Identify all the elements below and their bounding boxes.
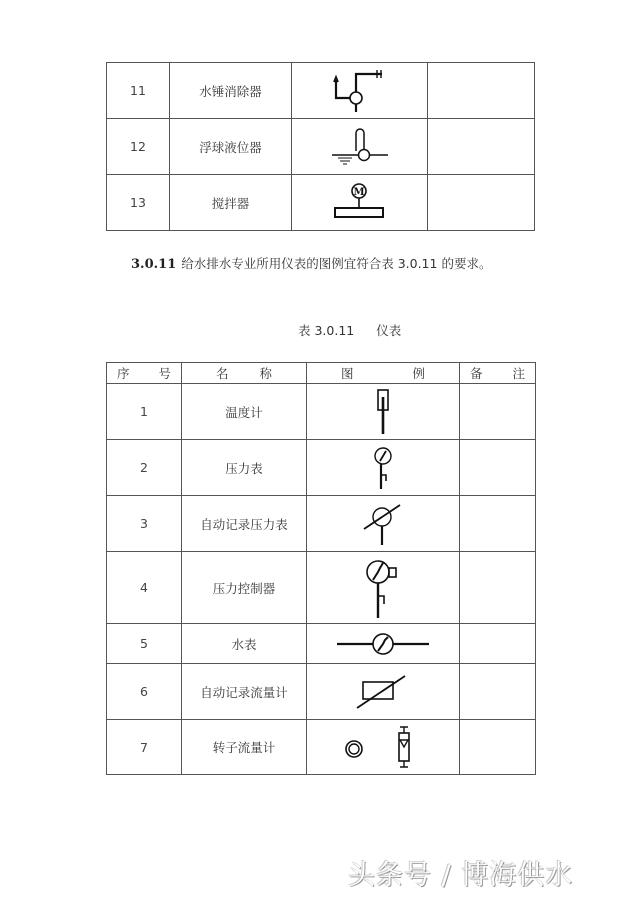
symbol-cell bbox=[292, 119, 428, 175]
row-number: 11 bbox=[107, 63, 170, 119]
item-name: 自动记录流量计 bbox=[182, 664, 307, 720]
note-cell bbox=[460, 440, 536, 496]
note-cell bbox=[460, 496, 536, 552]
float-level-device-icon bbox=[330, 125, 390, 169]
item-name: 压力表 bbox=[182, 440, 307, 496]
row-number: 7 bbox=[107, 720, 182, 775]
header-name: 名 称 bbox=[182, 363, 307, 384]
table-row bbox=[107, 552, 536, 624]
table-title: 仪表 bbox=[376, 323, 402, 338]
row-number: 13 bbox=[107, 175, 170, 231]
table-header-row bbox=[107, 363, 536, 384]
note-cell bbox=[460, 664, 536, 720]
recording-flowmeter-icon bbox=[353, 672, 413, 712]
item-name: 水锤消除器 bbox=[170, 63, 292, 119]
item-name: 温度计 bbox=[182, 384, 307, 440]
table-row bbox=[107, 63, 535, 119]
note-cell bbox=[460, 720, 536, 775]
row-number: 12 bbox=[107, 119, 170, 175]
symbol-cell bbox=[307, 496, 460, 552]
table-label: 表 3.0.11 bbox=[298, 323, 355, 338]
table-row bbox=[107, 175, 535, 231]
header-note: 备 注 bbox=[460, 363, 536, 384]
note-cell bbox=[428, 175, 535, 231]
item-name: 转子流量计 bbox=[182, 720, 307, 775]
recording-pressure-gauge-icon bbox=[358, 501, 408, 547]
table-row bbox=[107, 664, 536, 720]
item-name: 搅拌器 bbox=[170, 175, 292, 231]
item-name: 浮球液位器 bbox=[170, 119, 292, 175]
row-number: 3 bbox=[107, 496, 182, 552]
note-cell bbox=[460, 552, 536, 624]
header-no: 序 号 bbox=[107, 363, 182, 384]
instruments-legend-table bbox=[106, 362, 536, 775]
pressure-controller-icon bbox=[358, 556, 408, 620]
note-cell bbox=[428, 63, 535, 119]
clause-number: 3.0.11 bbox=[131, 257, 177, 272]
note-cell bbox=[428, 119, 535, 175]
table-caption bbox=[298, 321, 401, 339]
pressure-gauge-icon bbox=[368, 445, 398, 491]
item-name: 水表 bbox=[182, 624, 307, 664]
watermark: 头条号 / 博海供水 bbox=[348, 860, 574, 891]
row-number: 1 bbox=[107, 384, 182, 440]
note-cell bbox=[460, 384, 536, 440]
row-number: 2 bbox=[107, 440, 182, 496]
row-number: 5 bbox=[107, 624, 182, 664]
note-cell bbox=[460, 624, 536, 664]
mixer-motor-icon bbox=[330, 181, 390, 225]
symbol-cell bbox=[292, 175, 428, 231]
table-row bbox=[107, 119, 535, 175]
row-number: 4 bbox=[107, 552, 182, 624]
table-row bbox=[107, 440, 536, 496]
table-row bbox=[107, 384, 536, 440]
water-hammer-arrestor-icon bbox=[330, 68, 390, 114]
symbol-cell bbox=[307, 440, 460, 496]
water-meter-icon bbox=[333, 629, 433, 659]
symbol-cell bbox=[307, 552, 460, 624]
symbol-cell bbox=[307, 720, 460, 775]
thermometer-icon bbox=[368, 387, 398, 437]
clause-paragraph bbox=[131, 254, 491, 272]
row-number: 6 bbox=[107, 664, 182, 720]
clause-text: 给水排水专业所用仪表的图例宜符合表 3.0.11 的要求。 bbox=[181, 256, 492, 271]
table-row bbox=[107, 624, 536, 664]
symbol-cell bbox=[307, 384, 460, 440]
table-row bbox=[107, 720, 536, 775]
header-symbol: 图 例 bbox=[307, 363, 460, 384]
symbol-cell bbox=[292, 63, 428, 119]
item-name: 自动记录压力表 bbox=[182, 496, 307, 552]
svg-text:M: M bbox=[352, 186, 365, 198]
symbol-cell bbox=[307, 664, 460, 720]
symbol-cell bbox=[307, 624, 460, 664]
table-row bbox=[107, 496, 536, 552]
item-name: 压力控制器 bbox=[182, 552, 307, 624]
rotameter-icon bbox=[338, 723, 428, 771]
equipment-legend-table-continued bbox=[106, 62, 535, 231]
